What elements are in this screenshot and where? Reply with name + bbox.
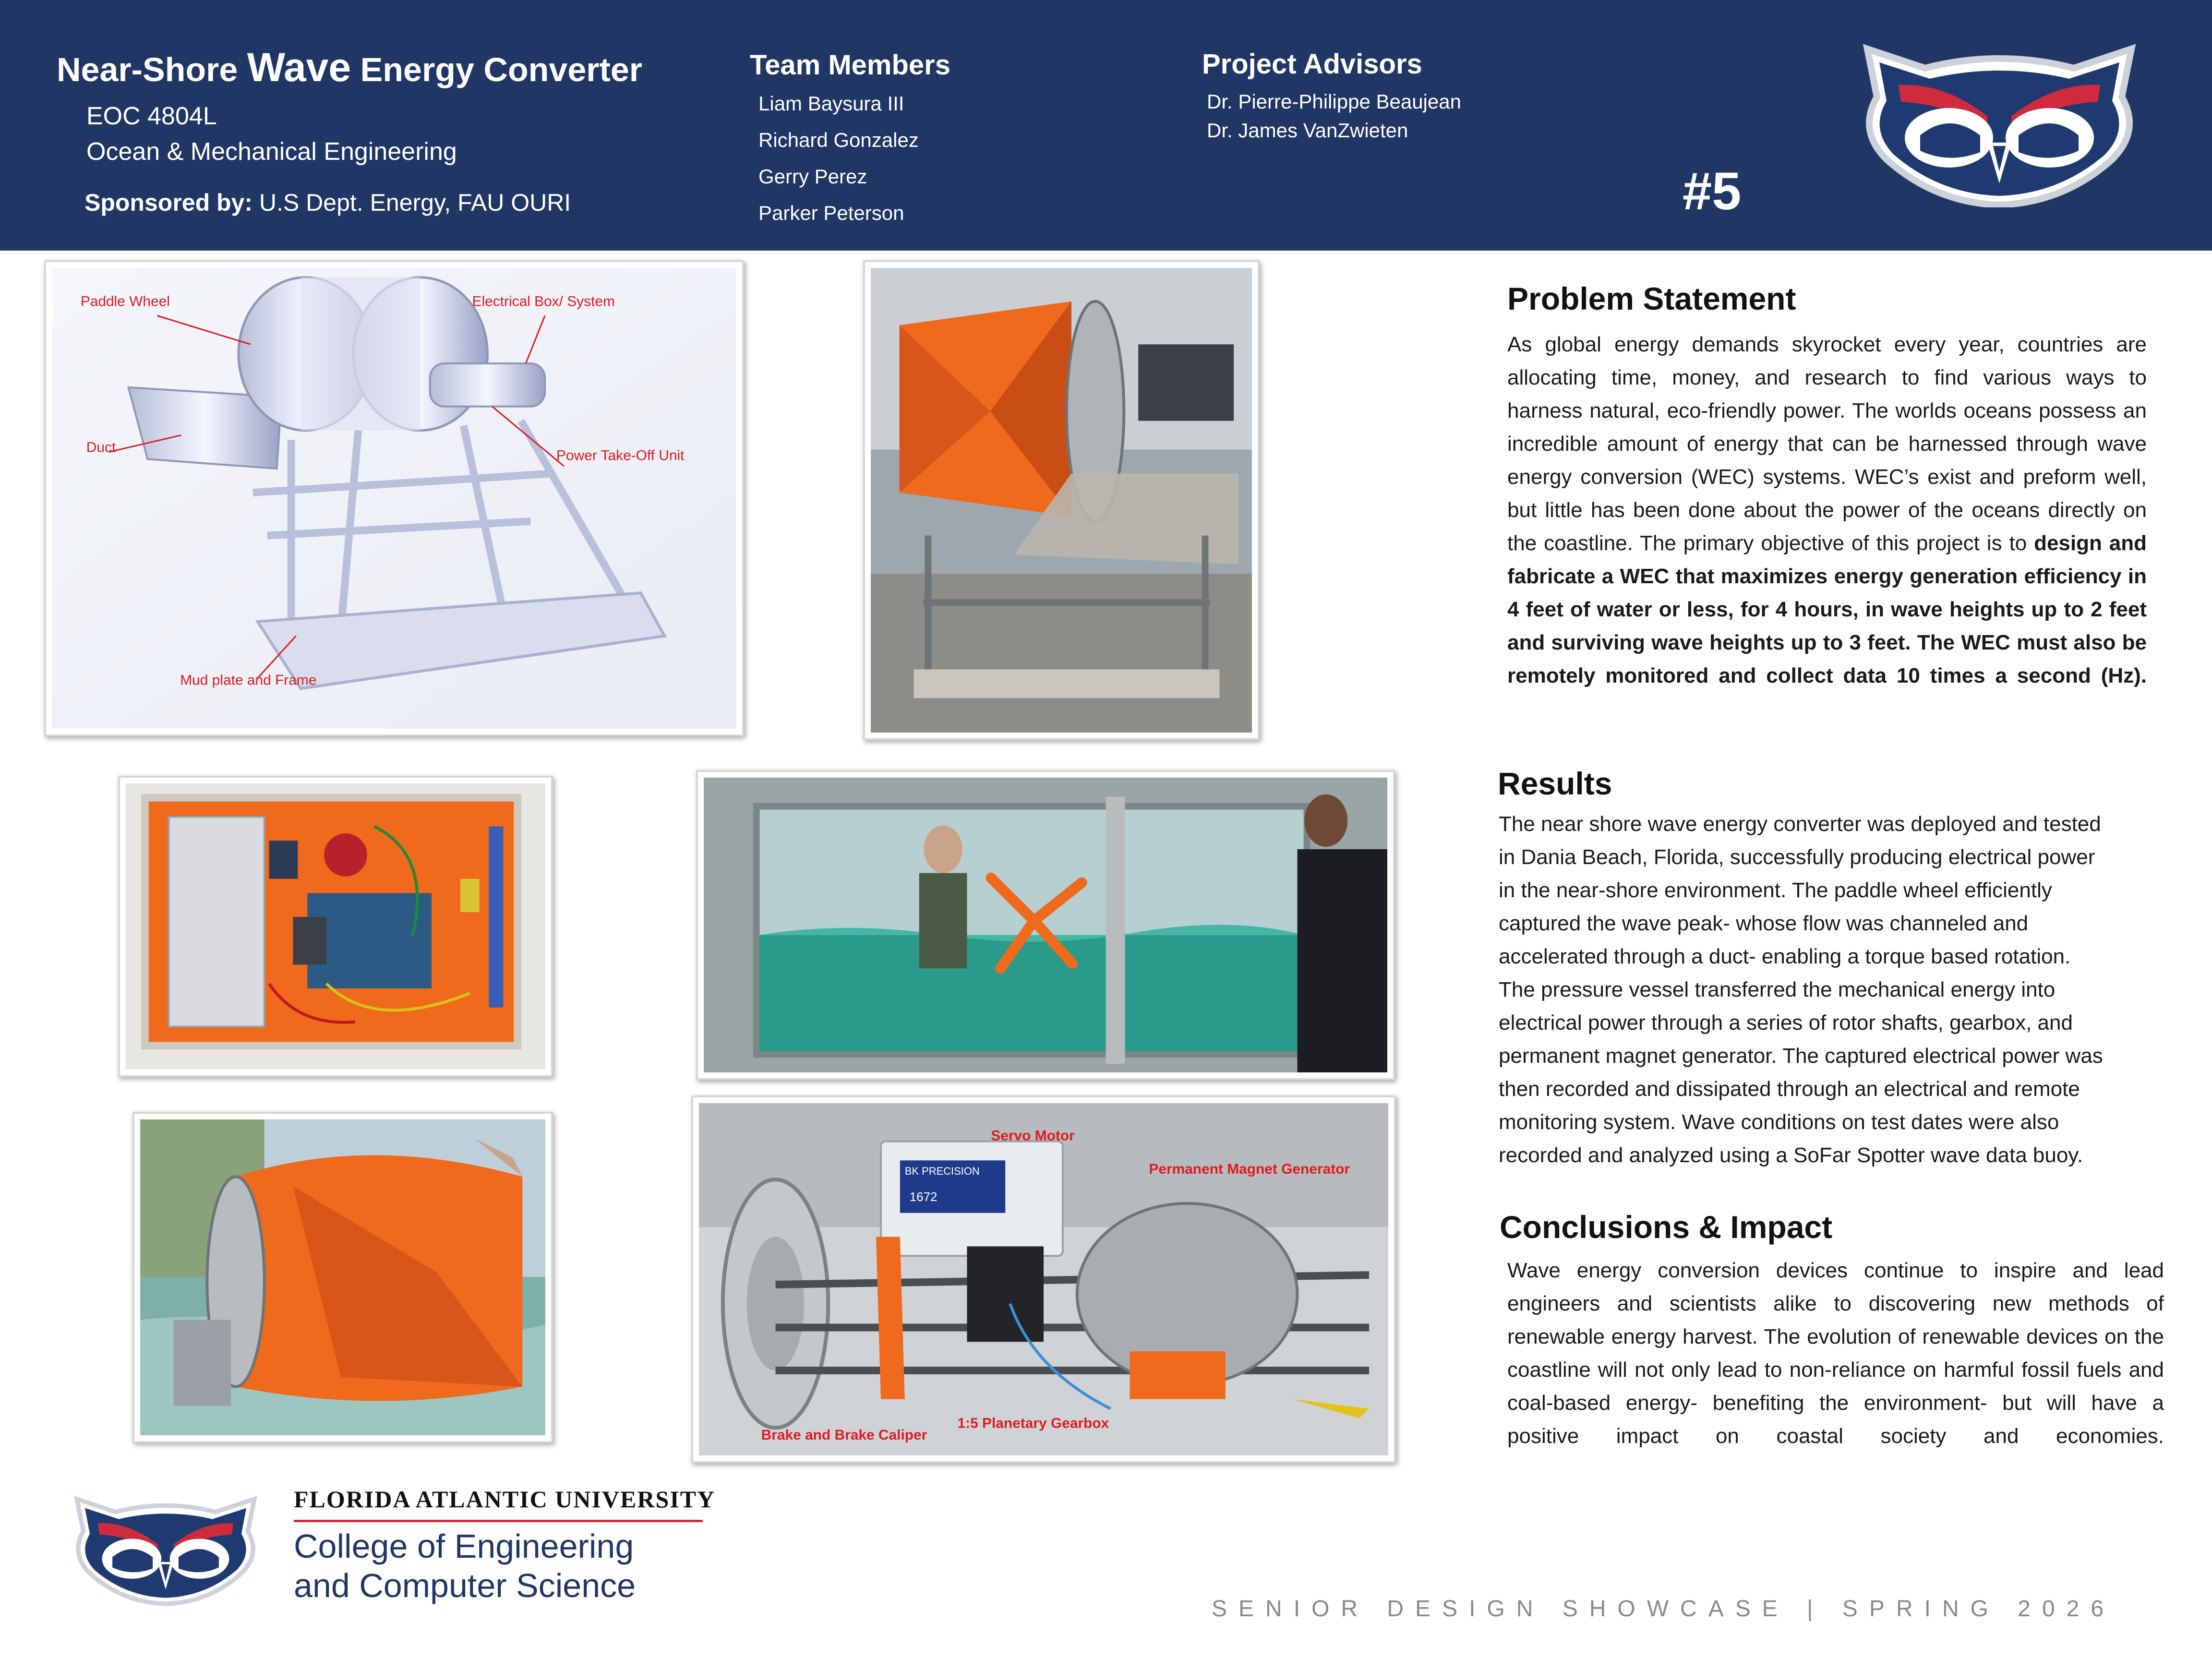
team-member: Richard Gonzalez [758, 129, 919, 151]
results-text: The near shore wave energy converter was deployed and tested in Dania Beach, Florida, successfully producing electrical power in the near-shore environment. The paddle wheel efficiently captured the wave peak- whose flow was channeled and accelerated through a duct- enabling a torque based rotation. The pressure vessel transferred the mechanical energy into electrical power through a series of rotor shafts, gearbox, and permanent magnet generator. The captured electrical power was then recorded and dissipated through an electrical and remote monitoring system. Wave conditions on test dates were also recorded and analyzed using a SoFar Spotter wave data buoy. [1499, 812, 2103, 1167]
cad-label-electrical-box: Electrical Box/ System [472, 293, 615, 310]
team-member: Liam Baysura III [758, 92, 904, 115]
power-take-off-bench-photo [691, 1095, 1396, 1463]
pto-label-servo-motor: Servo Motor [991, 1128, 1075, 1144]
department: Ocean & Mechanical Engineering [86, 138, 457, 166]
cad-label-mud-plate: Mud plate and Frame [180, 672, 317, 688]
conclusions-text: Wave energy conversion devices continue to inspire and lead engineers and scientists alike to discovering new methods of renewable energy harvest. The evolution of renewable devices on the coastline will not only lead to non-reliance on harmful fossil fuels and coal-based energy- benefiting the environment- but will have a positive impact on coastal society and economies. [1507, 1259, 2164, 1448]
psu-reading-text: 1672 [909, 1190, 938, 1204]
problem-statement-heading: Problem Statement [1507, 281, 1796, 316]
sponsor-line: Sponsored by: U.S Dept. Energy, FAU OURI [84, 189, 571, 216]
wave-tank-test-photo [696, 770, 1395, 1080]
problem-statement-text: As global energy demands skyrocket every year, countries are allocating time, money, and research to find various ways to harness natural, eco-friendly power. The worlds oceans possess an incredible amount of energy that can be harnessed through wave energy conversion (WEC) systems. WEC’s exist and preform well, but little has been done about the power of the oceans directly on the coastline. The primary objective of this project is to design and fabricate a WEC that maximizes energy generation efficiency in 4 feet of water or less, for 4 hours, in wave heights up to 2 feet and surviving wave heights up to 3 feet. The WEC must also be remotely monitored and collect data 10 times a second (Hz). [1507, 333, 2147, 687]
beach-deployment-photo [132, 1112, 553, 1443]
fabricated-wec-photo [863, 260, 1260, 740]
psu-brand-text: BK PRECISION [904, 1165, 980, 1178]
electrical-box-photo [118, 776, 553, 1077]
pto-label-brake: Brake and Brake Caliper [761, 1427, 927, 1443]
course-code: EOC 4804L [86, 102, 217, 130]
fau-owl-footer-logo [67, 1490, 264, 1608]
poster-header [0, 0, 2212, 251]
university-divider [294, 1520, 703, 1522]
senior-design-showcase-label: SENIOR DESIGN SHOWCASE | SPRING 2026 [1212, 1596, 2116, 1622]
fau-owl-logo [1853, 39, 2146, 207]
project-advisors-list [1207, 90, 1461, 148]
advisor: Dr. James VanZwieten [1207, 119, 1408, 142]
cad-label-paddle-wheel: Paddle Wheel [80, 293, 170, 310]
poster-title: Near-Shore Wave Energy Converter [57, 45, 642, 90]
university-name: FLORIDA ATLANTIC UNIVERSITY [294, 1486, 716, 1513]
pto-label-gearbox: 1:5 Planetary Gearbox [957, 1415, 1109, 1431]
college-name: College of Engineering and Computer Science [294, 1527, 636, 1604]
team-member: Parker Peterson [758, 202, 904, 224]
cad-render-figure [44, 260, 744, 736]
conclusions-heading: Conclusions & Impact [1500, 1209, 1833, 1245]
project-advisors-heading: Project Advisors [1202, 48, 1422, 80]
pto-label-generator: Permanent Magnet Generator [1149, 1161, 1350, 1178]
results-heading: Results [1498, 766, 1612, 801]
cad-label-power-take-off: Power Take-Off Unit [556, 447, 685, 464]
team-members-list [758, 92, 919, 238]
cad-label-duct: Duct [86, 439, 116, 456]
advisor: Dr. Pierre-Philippe Beaujean [1207, 90, 1461, 113]
team-members-heading: Team Members [750, 49, 950, 81]
poster-number: #5 [1683, 162, 1742, 221]
team-member: Gerry Perez [758, 165, 867, 188]
